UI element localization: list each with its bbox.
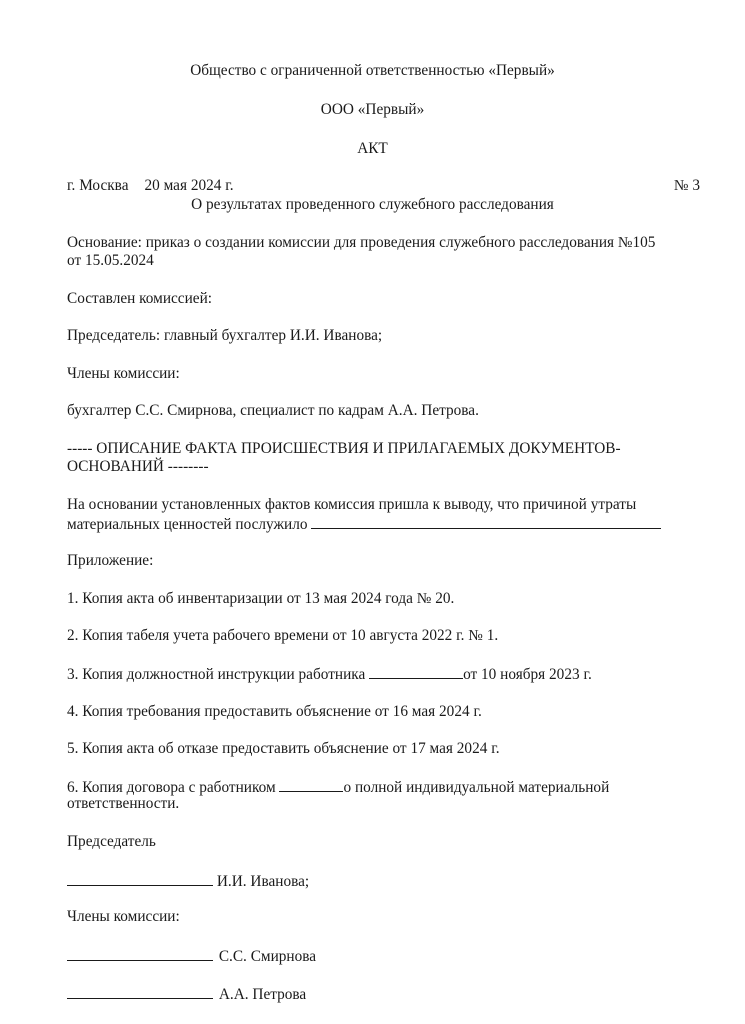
- signature-member-1-row: [67, 946, 316, 966]
- chairman-line: Председатель: главный бухгалтер И.И. Иванова;: [67, 327, 383, 344]
- basis-line-1: Основание: приказ о создании комиссии для проведения служебного расследования №105: [67, 234, 656, 251]
- place-date-line: [67, 177, 234, 195]
- basis-line-2: от 15.05.2024: [67, 252, 154, 269]
- conclusion-line-2: [67, 514, 661, 534]
- members-label: Члены комиссии:: [67, 365, 180, 382]
- chairman-signature-line[interactable]: [67, 871, 213, 886]
- signature-member-2-row: [67, 984, 306, 1004]
- composed-by: Составлен комиссией:: [67, 290, 213, 307]
- document-number: № 3: [673, 177, 700, 194]
- appendix-label: Приложение:: [67, 552, 154, 569]
- org-short-name: ООО «Первый»: [320, 101, 425, 118]
- member-1-name: С.С. Смирнова: [218, 948, 317, 965]
- appendix-item-5: 5. Копия акта об отказе предоставить объяснение от 17 мая 2024 г.: [67, 740, 500, 757]
- employee-blank-field[interactable]: [369, 664, 463, 679]
- appendix-item-6-post: о полной индивидуальной материальной: [343, 779, 610, 796]
- document-title: АКТ: [357, 140, 388, 157]
- appendix-item-4: 4. Копия требования предоставить объяснение от 16 мая 2024 г.: [67, 703, 482, 720]
- appendix-item-6-line-2: ответственности.: [67, 795, 180, 812]
- conclusion-text: материальных ценностей послужило: [67, 516, 308, 533]
- member-2-name: А.А. Петрова: [218, 986, 307, 1003]
- signature-members-label: Члены комиссии:: [67, 908, 180, 925]
- signature-chairman-label: Председатель: [67, 833, 156, 850]
- appendix-item-3-pre: 3. Копия должностной инструкции работника: [67, 666, 370, 683]
- signature-chairman-row: [67, 871, 309, 891]
- appendix-item-2: 2. Копия табеля учета рабочего времени от 10 августа 2022 г. № 1.: [67, 627, 499, 644]
- conclusion-line-1: На основании установленных фактов комиссия пришла к выводу, что причиной утраты: [67, 496, 637, 513]
- section-heading-2: ОСНОВАНИЙ --------: [67, 458, 209, 475]
- member-1-signature-line[interactable]: [67, 946, 213, 961]
- members-line: бухгалтер С.С. Смирнова, специалист по кадрам А.А. Петрова.: [67, 402, 479, 419]
- document-subject: О результатах проведенного служебного расследования: [191, 196, 554, 213]
- appendix-item-6: [67, 777, 609, 797]
- appendix-item-3: [67, 664, 592, 684]
- chairman-name: И.И. Иванова;: [216, 873, 310, 890]
- contract-employee-blank-field[interactable]: [279, 777, 343, 792]
- section-heading-1: ----- ОПИСАНИЕ ФАКТА ПРОИСШЕСТВИЯ И ПРИЛАГАЕМЫХ ДОКУМЕНТОВ-: [67, 440, 621, 457]
- conclusion-blank-field[interactable]: [311, 514, 661, 529]
- appendix-item-1: 1. Копия акта об инвентаризации от 13 мая 2024 года № 20.: [67, 590, 455, 607]
- appendix-item-3-post: от 10 ноября 2023 г.: [463, 666, 592, 683]
- city: г. Москва: [67, 177, 129, 194]
- document-date: 20 мая 2024 г.: [144, 177, 234, 194]
- appendix-item-6-pre: 6. Копия договора с работником: [67, 779, 280, 796]
- org-full-name: Общество с ограниченной ответственностью «Первый»: [190, 62, 555, 79]
- member-2-signature-line[interactable]: [67, 984, 213, 999]
